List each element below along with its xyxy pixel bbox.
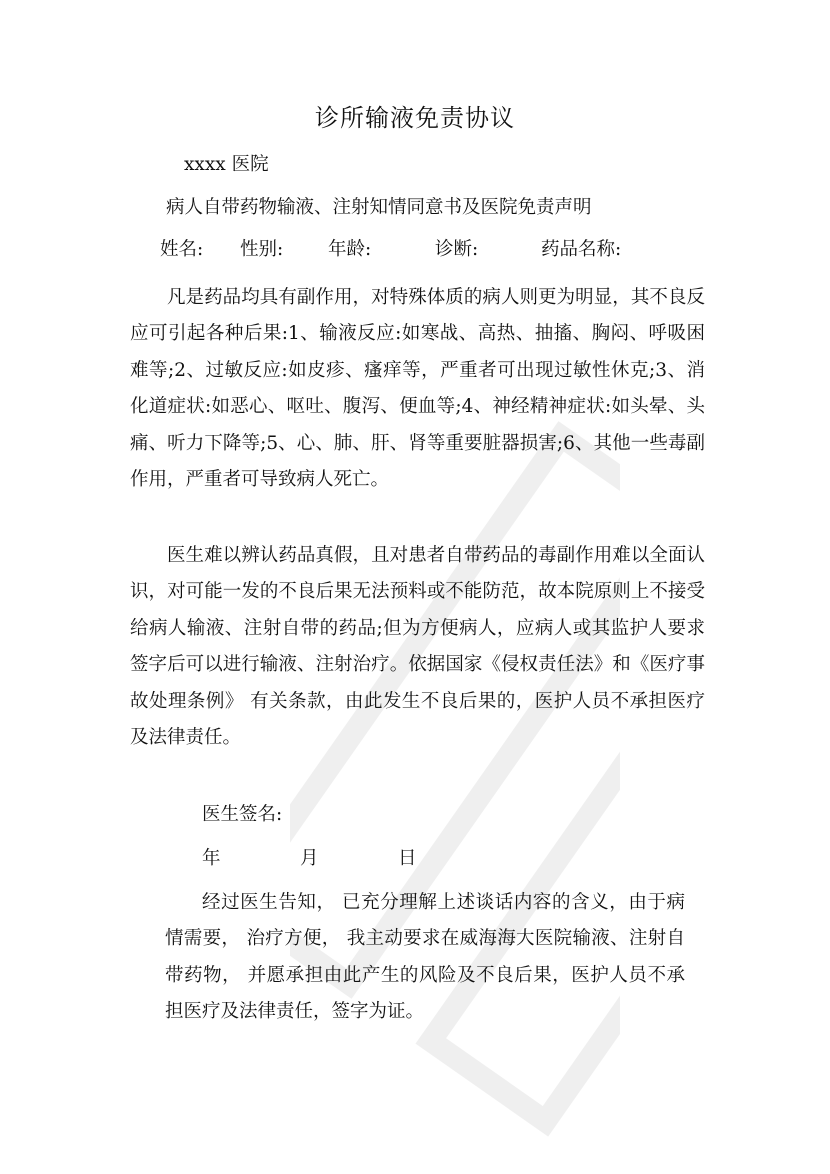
hospital-name: xxxx 医院	[184, 154, 269, 175]
field-age-label: 年龄:	[328, 239, 372, 260]
paragraph-patient-consent: 经过医生告知， 已充分理解上述谈话内容的含义，由于病情需要， 治疗方便， 我主动要求在威海海大医院输液、注射自带药物， 并愿承担由此产生的风险及不良后果，医护人员不承担医疗及法律责任，签字为证。	[165, 892, 685, 1023]
date-month-label: 月	[300, 848, 319, 869]
document-title: 诊所输液免责协议	[315, 104, 515, 132]
paragraph-side-effects: 凡是药品均具有副作用，对特殊体质的病人则更为明显，其不良反应可引起各种后果:1、输液反应:如寒战、高热、抽搐、胸闷、呼吸困难等;2、过敏反应:如皮疹、瘙痒等，严重者可出现过敏性休克;3、消化道症状:如恶心、呕吐、腹泻、便血等;4、神经精神症状:如头晕、头痛、听力下降等;5、心、肺、肝、肾等重要脏器损害;6、其他一些毒副作用，严重者可导致病人死亡。	[130, 287, 705, 491]
paragraph-disclaimer: 医生难以辨认药品真假，且对患者自带药品的毒副作用难以全面认识，对可能一发的不良后果无法预料或不能防范，故本院原则上不接受给病人输液、注射自带的药品;但为方便病人，应病人或其监护人要求签字后可以进行输液、注射治疗。依据国家《侵权责任法》和《医疗事故处理条例》 有关条款，由此发生不良后果的，医护人员不承担医疗及法律责任。	[130, 545, 705, 749]
doctor-signature-label: 医生签名:	[202, 804, 283, 825]
date-day-label: 日	[398, 848, 417, 869]
document-subtitle: 病人自带药物输液、注射知情同意书及医院免责声明	[166, 197, 592, 218]
date-year-label: 年	[202, 848, 221, 869]
field-drug-name-label: 药品名称:	[541, 239, 622, 260]
field-name-label: 姓名:	[160, 239, 204, 260]
field-gender-label: 性别:	[240, 239, 284, 260]
field-diagnosis-label: 诊断:	[435, 239, 479, 260]
